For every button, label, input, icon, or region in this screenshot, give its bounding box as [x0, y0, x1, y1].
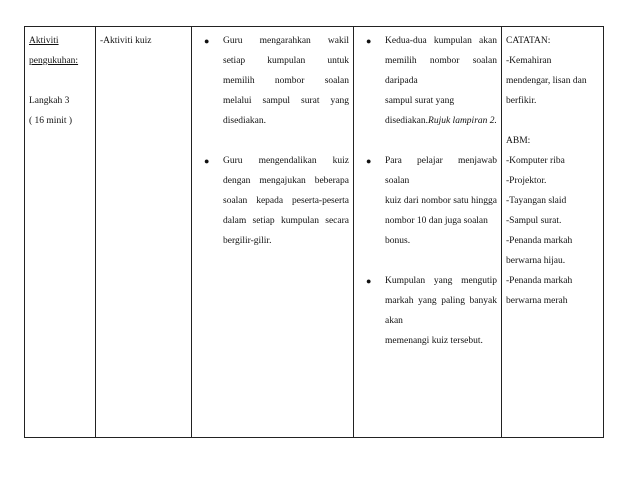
teacher-activity-list [196, 31, 349, 251]
teacher-activity-cell [192, 27, 354, 438]
step-label: Langkah 3 [29, 96, 70, 106]
table-row [25, 27, 604, 438]
catatan-heading: CATATAN: [506, 36, 551, 46]
student-activity-list [358, 31, 497, 351]
activity-subtitle: pengukuhan: [29, 56, 79, 66]
bullet-icon: ● [366, 156, 372, 166]
list-item: ● Para pelajar menjawab soalan kuiz dari nombor satu hingga nombor 10 dan juga soalan bonus. [358, 151, 497, 251]
content-cell [96, 27, 192, 438]
abm-heading: ABM: [506, 136, 531, 146]
appendix-reference: Rujuk lampiran 2. [428, 116, 497, 126]
bullet-icon: ● [204, 156, 210, 166]
list-item: ● Kedua-dua kumpulan akan memilih nombor soalan daripada sampul surat yang disediakan.Rujuk lampiran 2. [358, 31, 497, 131]
bullet-icon: ● [204, 36, 210, 46]
activity-title: Aktiviti [29, 36, 59, 46]
activity-cell [25, 27, 96, 438]
student-activity-cell [354, 27, 502, 438]
bullet-icon: ● [366, 36, 372, 46]
list-item: ● Kumpulan yang mengutip markah yang paling banyak akan memenangi kuiz tersebut. [358, 271, 497, 351]
bullet-icon: ● [366, 276, 372, 286]
lesson-plan-table [24, 26, 604, 438]
duration-label: ( 16 minit ) [29, 116, 73, 126]
list-item: ● Guru mengendalikan kuiz dengan mengajukan beberapa soalan kepada peserta-peserta dalam setiap kumpulan secara bergilir-gilir. [196, 151, 349, 251]
notes-cell: CATATAN: -Kemahiran mendengar, lisan dan berfikir. ABM: -Komputer riba -Projektor. -Tayangan slaid -Sampul surat. -Penanda markah berwarna hijau. -Penanda markah berwarna merah [502, 27, 604, 438]
content-text: -Aktiviti kuiz [100, 36, 152, 46]
list-item: ● Guru mengarahkan wakil setiap kumpulan untuk memilih nombor soalan melalui sampul surat yang disediakan. [196, 31, 349, 131]
